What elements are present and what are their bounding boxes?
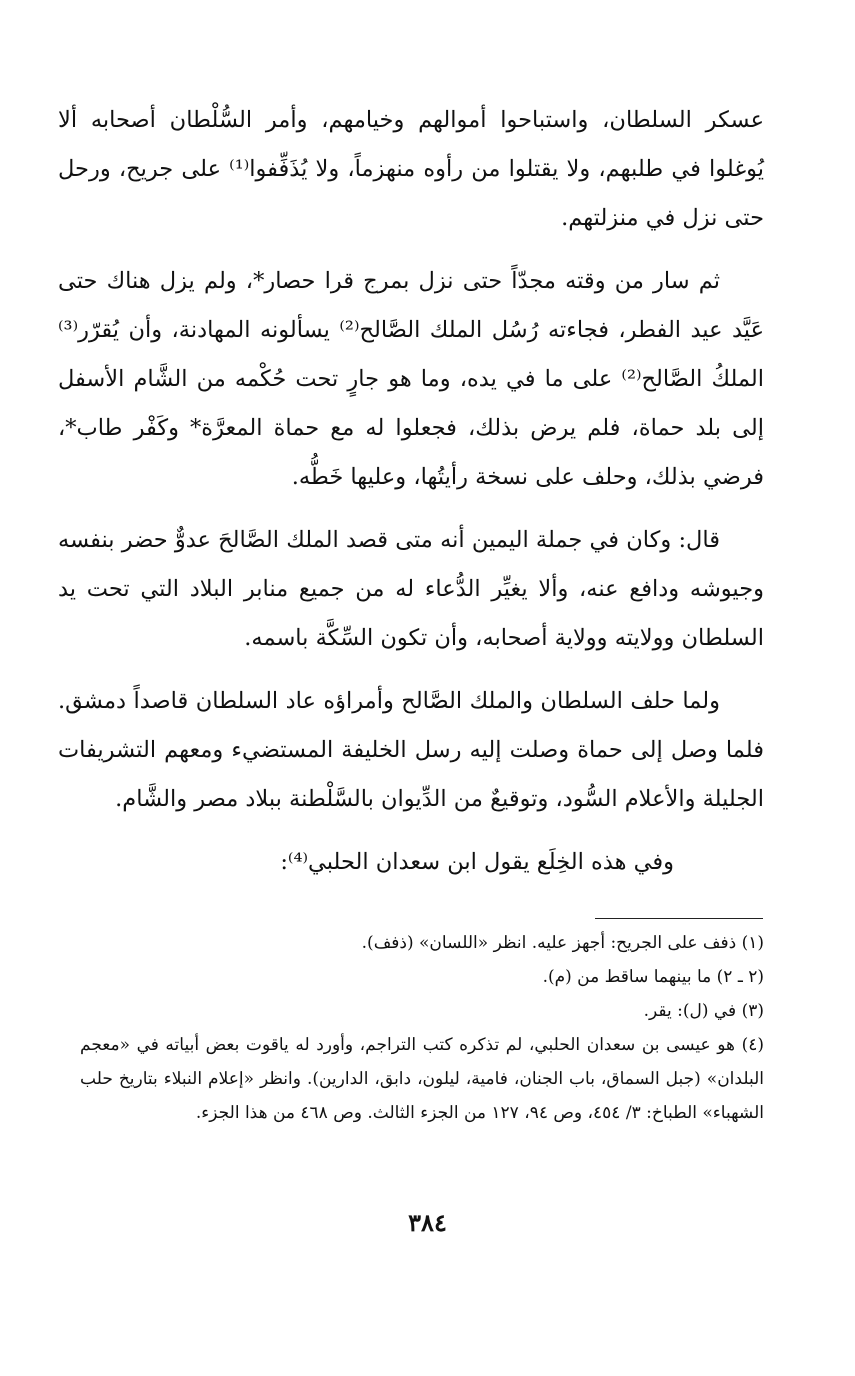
main-text [58,96,764,887]
footnote-divider [595,918,763,919]
paragraph-1: عسكر السلطان، واستباحوا أموالهم وخيامهم، وأمر السُّلْطان أصحابه ألا يُوغلوا في طلبهم، ولا يقتلوا من رأوه منهزماً، ولا يُذَفِّفوا⁽¹⁾ على جريح، ورحل حتى نزل في منزلتهم. [58,107,764,231]
paragraph-5: وفي هذه الخِلَع يقول ابن سعدان الحلبي⁽⁴⁾: [280,849,674,875]
paragraph-3: قال: وكان في جملة اليمين أنه متى قصد الملك الصَّالحَ عدوٌّ حضر بنفسه وجيوشه ودافع عنه، وألا يغيِّر الدُّعاء له من جميع منابر البلاد التي تحت يد السلطان وولايته وولاية أصحابه، وأن تكون السِّكَّة باسمه. [58,527,764,651]
page-number: ٣٨٤ [408,1208,447,1237]
paragraph-4: ولما حلف السلطان والملك الصَّالح وأمراؤه عاد السلطان قاصداً دمشق. فلما وصل إلى حماة وصلت إليه رسل الخليفة المستضيء ومعهم التشريفات الجليلة والأعلام السُّود، وتوقيعٌ من الدِّيوان بالسَّلْطنة ببلاد مصر والشَّام. [58,688,764,812]
paragraph-2: ثم سار من وقته مجدّاً حتى نزل بمرج قرا حصار*، ولم يزل هناك حتى عَيَّد عيد الفطر، فجاءته رُسُل الملك الصَّالح⁽²⁾ يسألونه المهادنة، وأن يُقرّر⁽³⁾ الملكُ الصَّالح⁽²⁾ على ما في يده، وما هو جارٍ تحت حُكْمه من الشَّام الأسفل إلى بلد حماة، فلم يرض بذلك، فجعلوا له مع حماة المعرَّة* وكَفْر طاب*، فرضي بذلك، وحلف على نسخة رأيتُها، وعليها خَطُّه. [58,268,765,490]
footnote-3: (٣) في (ل): يقر. [643,1001,764,1021]
footnote-2: (٢ ـ ٢) ما بينهما ساقط من (م). [542,967,764,987]
footnote-1: (١) ذفف على الجريح: أجهز عليه. انظر «اللسان» (ذفف). [361,933,764,953]
footnotes [80,926,764,1130]
footnote-4: (٤) هو عيسى بن سعدان الحلبي، لم تذكره كتب التراجم، وأورد له ياقوت بعض أبياته في «معجم البلدان» (جبل السماق، باب الجنان، فامية، ليلون، دابق، الدارين). وانظر «إعلام النبلاء بتاريخ حلب الشهباء» الطباخ: ٣/ ٤٥٤، وص ٩٤، ١٢٧ من الجزء الثالث. وص ٤٦٨ من هذا الجزء. [80,1035,764,1123]
